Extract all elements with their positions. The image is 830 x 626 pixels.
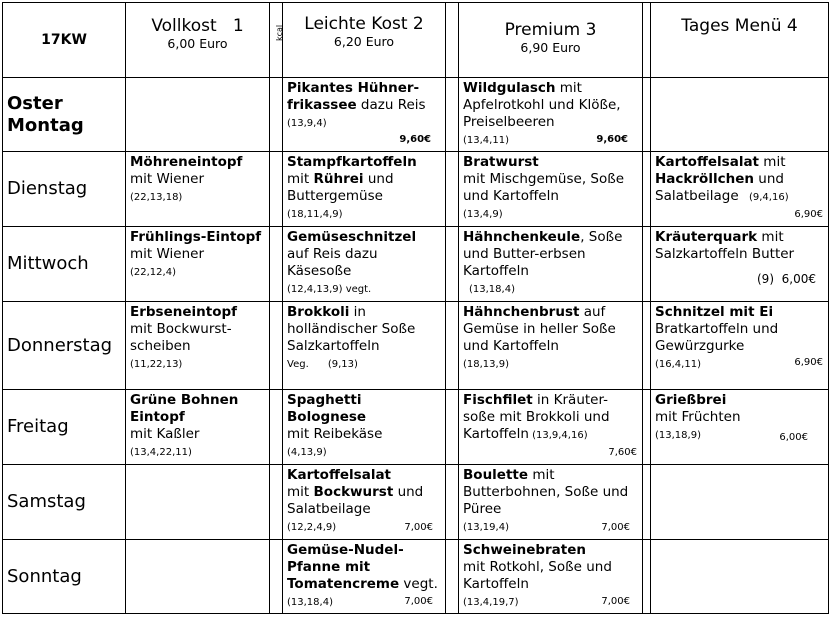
- divider-cell: [446, 227, 459, 302]
- dish-name: Kartoffelsalat: [287, 467, 392, 483]
- sun-leichte-kost: [283, 540, 446, 614]
- divider-cell: [643, 3, 651, 78]
- divider-cell: [643, 390, 651, 465]
- allergen-codes: (11,22,13): [130, 359, 183, 370]
- mon-premium: [459, 78, 643, 152]
- day-saturday: Samstag: [3, 465, 126, 540]
- wed-tages-menu: [651, 227, 829, 302]
- price: 9,60€: [399, 134, 431, 145]
- dish-desc: in holländischer Soße Salzkartoffeln: [287, 304, 416, 354]
- col4-title: Tages Menü 4: [681, 16, 798, 36]
- dish-name: Gemüse-Nudel-Pfanne mit Tomatencreme: [287, 542, 404, 592]
- day-friday: Freitag: [3, 390, 126, 465]
- dish-name: Spaghetti Bolognese: [287, 392, 367, 425]
- dish-desc: mit Wiener: [130, 171, 205, 187]
- fri-leichte-kost: [283, 390, 446, 465]
- divider-cell: [643, 302, 651, 390]
- dish-name: Boulette: [463, 467, 529, 483]
- row-friday: [3, 390, 829, 465]
- sat-vollkost: [126, 465, 270, 540]
- col3-price: 6,90 Euro: [520, 40, 581, 55]
- dish-name: Möhreneintopf: [130, 154, 243, 170]
- allergen-codes: (13,4,9): [463, 209, 503, 220]
- dish-highlight: Bockwurst: [313, 484, 394, 500]
- allergen-codes: (22,12,4): [130, 267, 176, 278]
- dish-desc: vegt.: [399, 576, 438, 592]
- divider-cell: [270, 465, 283, 540]
- dish-highlight: Rührei: [313, 171, 364, 187]
- week-label: 17KW: [3, 3, 126, 78]
- divider-cell: [643, 465, 651, 540]
- dish-name: Fischfilet: [463, 392, 533, 408]
- dish-desc: mit Früchten: [655, 409, 741, 425]
- dish-desc: , Soße und Butter-erbsen Kartoffeln: [463, 229, 623, 279]
- dish-name: Schnitzel mit Ei: [655, 304, 774, 320]
- col3-title: Premium 3: [504, 20, 597, 40]
- allergen-codes: (18,13,9): [463, 359, 509, 370]
- col1-price: 6,00 Euro: [167, 36, 228, 51]
- dish-name: Hähnchenbrust: [463, 304, 580, 320]
- allergen-codes: (13,19,4): [463, 522, 509, 533]
- price: 6,90€: [794, 357, 823, 368]
- fri-vollkost: [126, 390, 270, 465]
- dish-name: Kräuterquark: [655, 229, 758, 245]
- dish-desc: mit: [759, 154, 786, 170]
- price: 6,00€: [779, 432, 808, 443]
- dish-name: Erbseneintopf: [130, 304, 238, 320]
- dish-desc: mit Salzkartoffeln Butter: [655, 229, 795, 262]
- fri-premium: [459, 390, 643, 465]
- dish-desc: mit Kaßler: [130, 426, 200, 442]
- tue-vollkost: [126, 152, 270, 227]
- day-thursday: Donnerstag: [3, 302, 126, 390]
- allergen-codes: (4,13,9): [287, 447, 327, 458]
- allergen-codes: (12,2,4,9): [287, 522, 337, 533]
- allergen-codes: (9): [757, 272, 774, 286]
- tue-premium: [459, 152, 643, 227]
- dish-name: Bratwurst: [463, 154, 539, 170]
- divider-cell: [643, 227, 651, 302]
- allergen-codes: (13,9,4): [287, 118, 327, 129]
- price: 7,00€: [601, 596, 630, 607]
- col1-title: Vollkost 1: [151, 16, 244, 36]
- divider-cell: [446, 540, 459, 614]
- dish-desc: mit Apfelrotkohl und Klöße, Preiselbeeren: [463, 80, 621, 130]
- divider-cell: [446, 390, 459, 465]
- sun-vollkost: [126, 540, 270, 614]
- dish-name: Schweinebraten: [463, 542, 587, 558]
- tue-leichte-kost: [283, 152, 446, 227]
- day-wednesday: Mittwoch: [3, 227, 126, 302]
- divider-cell: [270, 540, 283, 614]
- header-tages-menu: [651, 3, 829, 78]
- thu-leichte-kost: [283, 302, 446, 390]
- divider-cell: [270, 152, 283, 227]
- allergen-codes: (22,13,18): [130, 192, 183, 203]
- sat-tages-menu: [651, 465, 829, 540]
- dish-desc: auf Gemüse in heller Soße und Kartoffeln: [463, 304, 616, 354]
- sat-premium: [459, 465, 643, 540]
- row-tuesday: [3, 152, 829, 227]
- price: 6,90€: [794, 209, 823, 220]
- mon-vollkost: [126, 78, 270, 152]
- dish-name: Kartoffelsalat: [655, 154, 760, 170]
- dish-highlight: Hackröllchen: [655, 171, 754, 187]
- tue-tages-menu: [651, 152, 829, 227]
- dish-desc: dazu Reis: [356, 97, 426, 113]
- header-premium: [459, 3, 643, 78]
- allergen-codes: (12,4,13,9) vegt.: [287, 284, 372, 295]
- dish-desc: auf Reis dazu Käsesoße: [287, 246, 378, 279]
- divider-cell: [270, 227, 283, 302]
- dish-desc: in Kräuter-soße mit Brokkoli und Kartoffeln: [463, 392, 610, 442]
- dish-desc: mit Reibekäse: [287, 426, 383, 442]
- price: 7,00€: [404, 522, 433, 533]
- dish-desc: mit: [287, 171, 314, 187]
- dish-desc: mit Wiener: [130, 246, 205, 262]
- dish-desc: mit Mischgemüse, Soße und Kartoffeln: [463, 171, 625, 204]
- divider-cell: [446, 152, 459, 227]
- header-vollkost: [126, 3, 270, 78]
- wed-leichte-kost: [283, 227, 446, 302]
- dish-name: Hähnchenkeule: [463, 229, 581, 245]
- allergen-codes: (9,4,16): [748, 192, 789, 203]
- allergen-codes: (13,4,11): [463, 135, 509, 146]
- dish-name: Pikantes Hühner-frikassee: [287, 80, 420, 113]
- fri-tages-menu: [651, 390, 829, 465]
- dish-desc: und Salatbeilage: [287, 484, 424, 517]
- dish-desc: Bratkartoffeln und Gewürzgurke: [655, 321, 779, 354]
- divider-cell: [446, 465, 459, 540]
- day-sunday: Sonntag: [3, 540, 126, 614]
- kcal-label: kcal: [275, 24, 284, 41]
- sat-leichte-kost: [283, 465, 446, 540]
- allergen-codes: (13,4,19,7): [463, 597, 519, 608]
- thu-vollkost: [126, 302, 270, 390]
- dish-name: Frühlings-Eintopf: [130, 229, 262, 245]
- dish-desc: und Salatbeilage: [655, 171, 784, 204]
- thu-tages-menu: [651, 302, 829, 390]
- thu-premium: [459, 302, 643, 390]
- divider-cell: [643, 152, 651, 227]
- allergen-codes: Veg. (9,13): [287, 359, 358, 370]
- col2-title: Leichte Kost 2: [304, 14, 424, 34]
- wed-vollkost: [126, 227, 270, 302]
- wed-premium: [459, 227, 643, 302]
- dish-desc: mit: [287, 484, 314, 500]
- allergen-codes: (13,18,4): [287, 597, 333, 608]
- day-tuesday: Dienstag: [3, 152, 126, 227]
- col2-price: 6,20 Euro: [333, 34, 395, 49]
- allergen-codes: (16,4,11): [655, 359, 701, 370]
- dish-desc: mit Bockwurst-scheiben: [130, 321, 232, 354]
- price: 6,00€: [781, 272, 816, 286]
- mon-leichte-kost: [283, 78, 446, 152]
- dish-name: Brokkoli: [287, 304, 350, 320]
- sun-tages-menu: [651, 540, 829, 614]
- divider-cell: [643, 78, 651, 152]
- mon-tages-menu: [651, 78, 829, 152]
- dish-name: Gemüseschnitzel: [287, 229, 417, 245]
- divider-cell: [446, 3, 459, 78]
- price: 9,60€: [596, 134, 628, 145]
- header-row: [3, 3, 829, 78]
- allergen-codes: (18,11,4,9): [287, 209, 343, 220]
- divider-cell: [270, 78, 283, 152]
- allergen-codes: (13,9,4,16): [528, 430, 588, 441]
- dish-name: Grießbrei: [655, 392, 727, 408]
- divider-cell: [270, 302, 283, 390]
- dish-name: Stampfkartoffeln: [287, 154, 417, 170]
- dish-name: Grüne Bohnen Eintopf: [130, 392, 239, 425]
- dish-name: Wildgulasch: [463, 80, 556, 96]
- divider-cell: [446, 78, 459, 152]
- divider-cell: [446, 302, 459, 390]
- price: 7,60€: [608, 447, 637, 458]
- row-wednesday: [3, 227, 829, 302]
- allergen-codes: (13,4,22,11): [130, 447, 192, 458]
- header-leichte-kost: [283, 3, 446, 78]
- divider-cell: [643, 540, 651, 614]
- kcal-column: [270, 3, 283, 78]
- row-monday: [3, 78, 829, 152]
- allergen-codes: (13,18,4): [469, 284, 515, 295]
- day-monday: Oster Montag: [3, 78, 126, 152]
- sun-premium: [459, 540, 643, 614]
- dish-desc: mit Butterbohnen, Soße und Püree: [463, 467, 629, 517]
- row-thursday: [3, 302, 829, 390]
- menu-table: [2, 2, 829, 614]
- row-sunday: [3, 540, 829, 614]
- row-saturday: [3, 465, 829, 540]
- allergen-codes: (13,18,9): [655, 430, 701, 441]
- dish-desc: mit Rotkohl, Soße und Kartoffeln: [463, 559, 612, 592]
- dish-desc: und Buttergemüse: [287, 171, 394, 204]
- divider-cell: [270, 390, 283, 465]
- price: 7,00€: [404, 596, 433, 607]
- price: 7,00€: [601, 522, 630, 533]
